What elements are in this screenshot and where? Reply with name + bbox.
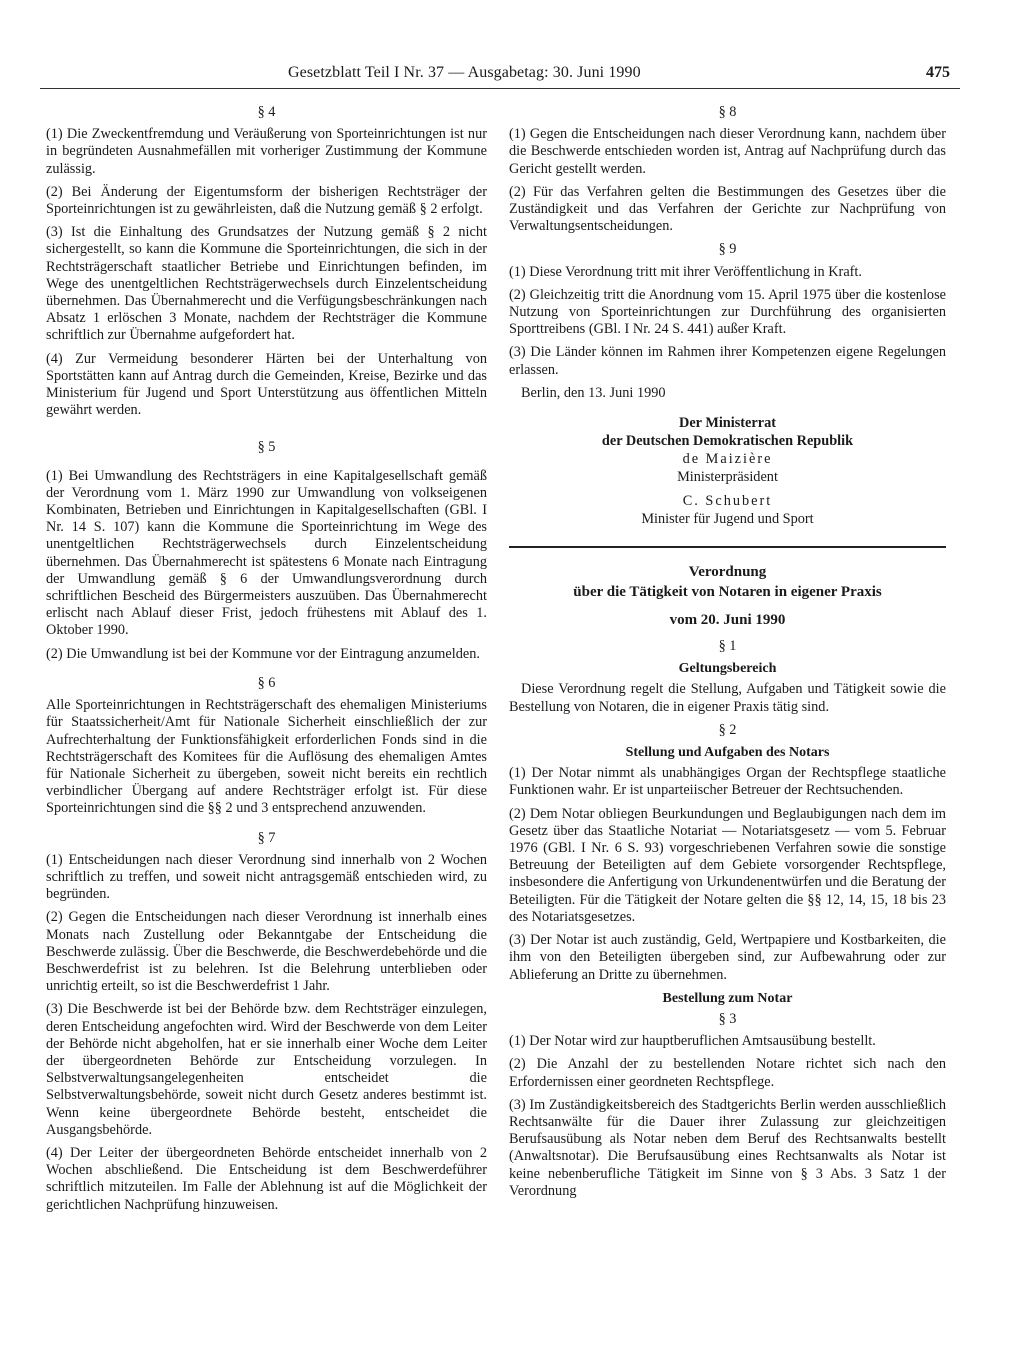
paragraph: (3) Die Beschwerde ist bei der Behörde bzw. dem Rechtsträger einzulegen, deren Entscheidung angefochten wird. Wird der Beschwerde von dem Leiter der Behörde nicht abgeholfen, hat er sie innerhalb einer Woche dem Leiter der übergeordneten Behörde zur Entscheidung vorzulegen. In Selbstverwaltungsangelegenheiten entscheidet die Selbstverwaltungsbehörde, soweit nicht durch Gesetz anderes bestimmt ist. Wenn keine übergeordnete Behörde besteht, entscheidet die Ausgangsbehörde. bbox=[46, 1001, 487, 1138]
paragraph: (3) Die Länder können im Rahmen ihrer Kompetenzen eigene Regelungen erlassen. bbox=[509, 344, 946, 378]
section-divider bbox=[509, 546, 946, 548]
paragraph: (1) Die Zweckentfremdung und Veräußerung von Sporteinrichtungen ist nur in begründeten Ausnahmefällen mit vorheriger Zustimmung der Kommune zulässig. bbox=[46, 126, 487, 177]
section-subtitle: Geltungsbereich bbox=[678, 661, 777, 677]
ordinance-date: vom 20. Juni 1990 bbox=[669, 612, 786, 629]
paragraph: Alle Sporteinrichtungen in Rechtsträgerschaft des ehemaligen Ministeriums für Staatssicherheit/Amt für Nationale Sicherheit einschließlich der zur Aufrechterhaltung der Funktionsfähigkeit erforderlichen Fonds sind in die Rechtsträgerschaft des Komitees für die Auflösung des ehemaligen Amtes für Nationale Sicherheit zu übergeben, soweit nicht bereits ein rechtlich verbindlicher Übergang auf andere Rechtsträger erfolgt ist. Für diese Sporteinrichtungen sind die §§ 2 und 3 entsprechend anzuwenden. bbox=[46, 697, 487, 817]
paragraph: (1) Der Notar wird zur hauptberuflichen Amtsausübung bestellt. bbox=[509, 1033, 876, 1050]
signature-role: Minister für Jugend und Sport bbox=[641, 511, 814, 528]
signature-name: C. Schubert bbox=[682, 493, 773, 510]
page-header bbox=[40, 64, 960, 89]
paragraph: Diese Verordnung regelt die Stellung, Aufgaben und Tätigkeit sowie die Bestellung von Notaren, die in eigener Praxis tätig sind. bbox=[509, 681, 946, 715]
paragraph: (1) Diese Verordnung tritt mit ihrer Veröffentlichung in Kraft. bbox=[509, 263, 862, 280]
page-number: 475 bbox=[926, 64, 950, 81]
section-heading: § 2 bbox=[718, 721, 737, 738]
ordinance-title: über die Tätigkeit von Notaren in eigener Praxis bbox=[573, 584, 882, 601]
section-heading: § 6 bbox=[257, 674, 276, 691]
right-column bbox=[509, 104, 946, 1206]
section-heading: § 5 bbox=[257, 439, 276, 456]
signature-name: de Maizière bbox=[682, 451, 773, 468]
left-column bbox=[46, 104, 487, 1220]
paragraph: (1) Entscheidungen nach dieser Verordnung sind innerhalb von 2 Wochen schriftlich zu treffen, und soweit nicht antragsgemäß entschieden wird, zu begründen. bbox=[46, 851, 487, 903]
section-heading: § 4 bbox=[257, 104, 276, 120]
paragraph: (2) Die Umwandlung ist bei der Kommune vor der Eintragung anzumelden. bbox=[46, 645, 480, 662]
ordinance-title: Verordnung bbox=[688, 564, 767, 581]
signature-org: Der Ministerrat bbox=[679, 415, 776, 432]
paragraph: (2) Die Anzahl der zu bestellenden Notare richtet sich nach den Erfordernissen einer geordneten Rechtspflege. bbox=[509, 1056, 946, 1090]
paragraph: (3) Der Notar ist auch zuständig, Geld, Wertpapiere und Kostbarkeiten, die ihm von den Beteiligten übergeben sind, zur Aufbewahrung oder zur Ablieferung an Dritte zu übernehmen. bbox=[509, 932, 946, 983]
header-title: Gesetzblatt Teil I Nr. 37 — Ausgabetag: 30. Juni 1990 bbox=[288, 64, 641, 81]
section-subtitle: Stellung und Aufgaben des Notars bbox=[625, 745, 830, 761]
section-heading: § 8 bbox=[718, 104, 737, 120]
paragraph: (2) Gleichzeitig tritt die Anordnung vom 15. April 1975 über die kostenlose Nutzung von Sporteinrichtungen zur Durchführung des organisierten Sporttreibens (GBl. I Nr. 24 S. 441) außer Kraft. bbox=[509, 286, 946, 338]
paragraph: (4) Der Leiter der übergeordneten Behörde entscheidet innerhalb von 2 Wochen abschließend. Die Entscheidung ist dem Beschwerdeführer schriftlich mitzuteilen. Im Falle der Ablehnung ist auf die Möglichkeit der gerichtlichen Nachprüfung hinzuweisen. bbox=[46, 1144, 487, 1213]
section-heading: § 9 bbox=[718, 241, 737, 258]
paragraph: (1) Der Notar nimmt als unabhängiges Organ der Rechtspflege staatliche Funktionen wahr. Er ist unparteiischer Betreuer der Rechtsuchenden. bbox=[509, 765, 946, 799]
paragraph: (2) Dem Notar obliegen Beurkundungen und Beglaubigungen nach dem im Gesetz über das Staatliche Notariat — Notariatsgesetz — vom 5. Februar 1976 (GBl. I Nr. 6 S. 93) vorgeschriebenen Verfahren sowie die sonstige Betreuung der Beteiligten auf dem Gebiete vorsorgender Rechtspflege, insbesondere die Anfertigung von Urkundenentwürfen und die Beratung der Beteiligten. Für die Tätigkeit der Notare gelten die §§ 12, 14, 15, 18 bis 23 des Notariatsgesetzes. bbox=[509, 805, 946, 925]
paragraph: (4) Zur Vermeidung besonderer Härten bei der Unterhaltung von Sportstätten kann auf Antrag durch die Gemeinden, Kreise, Bezirke und das Ministerium für Jugend und Sport Unterstützung aus öffentlichen Mitteln gewährt werden. bbox=[46, 350, 487, 419]
signature-role: Ministerpräsident bbox=[677, 469, 778, 486]
paragraph: (2) Für das Verfahren gelten die Bestimmungen des Gesetzes über die Zuständigkeit und das Verfahren der Gerichte zur Nachprüfung von Verwaltungsentscheidungen. bbox=[509, 183, 946, 235]
signature-org: der Deutschen Demokratischen Republik bbox=[601, 433, 854, 450]
section-heading: § 1 bbox=[718, 638, 737, 655]
paragraph: (2) Gegen die Entscheidungen nach dieser Verordnung ist innerhalb eines Monats nach Zustellung oder Bekanntgabe der Entscheidung die Beschwerde zulässig. Über die Beschwerde, die Beschwerdebehörde und die Beschwerdefrist ist zu belehren. Ist die Belehrung unterblieben oder unrichtig erteilt, so ist die Beschwerdefrist 1 Jahr. bbox=[46, 909, 487, 995]
section-subtitle: Bestellung zum Notar bbox=[662, 990, 793, 1006]
signature-block bbox=[509, 414, 946, 528]
section-heading: § 7 bbox=[257, 829, 276, 846]
paragraph: (2) Bei Änderung der Eigentumsform der bisherigen Rechtsträger der Sporteinrichtungen ist zu gewährleisten, daß die Nutzung gemäß § 2 erfolgt. bbox=[46, 183, 487, 218]
paragraph: (1) Gegen die Entscheidungen nach dieser Verordnung kann, nachdem über die Beschwerde entschieden worden ist, Antrag auf Nachprüfung durch das Gericht gestellt werden. bbox=[509, 126, 946, 177]
section-heading: § 3 bbox=[718, 1010, 737, 1027]
place-date: Berlin, den 13. Juni 1990 bbox=[521, 384, 666, 401]
paragraph: (1) Bei Umwandlung des Rechtsträgers in eine Kapitalgesellschaft gemäß der Verordnung vom 1. März 1990 zur Umwandlung von volkseigenen Kombinaten, Betrieben und Einrichtungen in Kapitalgesellschaften (GBl. I Nr. 14 S. 107) kann die Kommune die Sporteinrichtung im Wege des unentgeltlichen Rechtsträgerwechsels durch Einzelentscheidung übernehmen. Das Übernahmerecht ist spätestens 6 Monate nach Eintragung der Umwandlung gemäß § 6 der Umwandlungsverordnung durch schriftlichen Bescheid des Bürgermeisters auszuüben. Das Übernahmerecht erlischt nach Ablauf dieser Frist, jedoch frühestens mit Ablauf des 1. Oktober 1990. bbox=[46, 467, 487, 639]
paragraph: (3) Ist die Einhaltung des Grundsatzes der Nutzung gemäß § 2 nicht sichergestellt, so kann die Kommune die Sporteinrichtungen, die sich in der Rechtsträgerschaft staatlicher Betriebe und Einrichtungen befinden, im Wege des unentgeltlichen Rechtsträgerwechsels durch Einzelentscheidung übernehmen. Das Übernahmerecht und die Verfügungsbeschränkungen nach Absatz 1 erlöschen 3 Monate, nachdem der Rechtsträger die Kommune schriftlich zur Übernahme aufgefordert hat. bbox=[46, 224, 487, 344]
paragraph: (3) Im Zuständigkeitsbereich des Stadtgerichts Berlin werden ausschließlich Rechtsanwälte für die Dauer ihrer Zulassung zur gleichzeitigen Berufsausübung als Notar neben dem Beruf des Rechtsanwalts bestellt (Anwaltsnotar). Die Berufsausübung eines Rechtsanwalts als Notar ist keine nebenberufliche Tätigkeit im Sinne von § 3 Abs. 3 Satz 1 der Verordnung bbox=[509, 1096, 946, 1199]
